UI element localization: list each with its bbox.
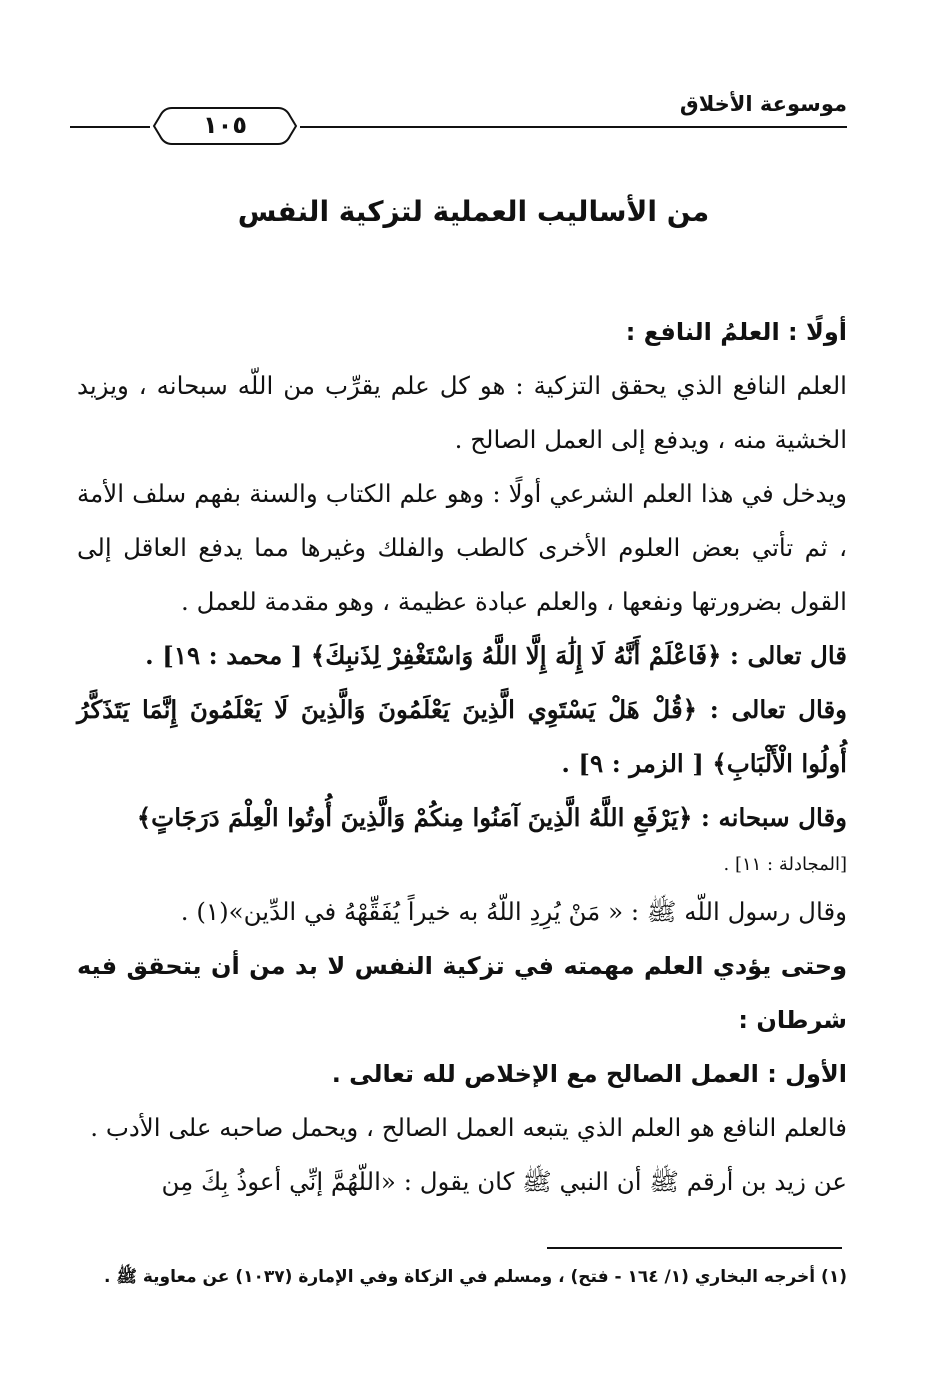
quran-citation: قال تعالى : ﴿فَاعْلَمْ أَنَّهُ لَا إِلَٰهَ إِلَّا اللَّهُ وَاسْتَغْفِرْ لِذَنبِكَ﴾ [ محمد : ١٩] . (145, 641, 847, 670)
page-number-ornament (150, 104, 300, 148)
surah-reference: [المجادلة : ١١] . (723, 854, 847, 875)
paragraph: عن زيد بن أرقم ﷺ أن النبي ﷺ كان يقول : «اللّهُمَّ إنِّي أعوذُ بِكَ مِن (161, 1167, 847, 1196)
book-title: موسوعة الأخلاق (679, 92, 847, 116)
condition-heading: الأول : العمل الصالح مع الإخلاص لله تعالى . (331, 1060, 847, 1088)
footnote: (١) أخرجه البخاري (١/ ١٦٤ - فتح) ، ومسلم في الزكاة وفي الإمارة (١٠٣٧) عن معاوية ﷺ . (104, 1267, 847, 1287)
page-number: ١٠٥ (203, 111, 247, 139)
chapter-title: من الأساليب العملية لتزكية النفس (237, 195, 710, 228)
page-header (70, 82, 847, 162)
body-text (77, 305, 847, 1209)
paragraph: فالعلم النافع هو العلم الذي يتبعه العمل الصالح ، ويحمل صاحبه على الأدب . (90, 1113, 847, 1142)
hadith-paragraph: وقال رسول اللّه ﷺ : « مَنْ يُرِدِ اللّهُ به خيراً يُفَقِّهْهُ في الدِّين»(١) . (180, 897, 847, 926)
quran-citation: وقال تعالى : ﴿قُلْ هَلْ يَسْتَوِي الَّذِينَ يَعْلَمُونَ وَالَّذِينَ لَا يَعْلَمُونَ إِنَّمَا يَتَذَكَّرُ أُولُوا الْأَلْبَابِ﴾ [ الزمر : ٩] . (77, 695, 847, 778)
paragraph: وحتى يؤدي العلم مهمته في تزكية النفس لا بد من أن يتحقق فيه شرطان : (77, 952, 847, 1034)
quran-citation: وقال سبحانه : ﴿يَرْفَعِ اللَّهُ الَّذِينَ آمَنُوا مِنكُمْ وَالَّذِينَ أُوتُوا الْعِلْمَ دَرَجَاتٍ﴾ (136, 803, 847, 832)
paragraph: العلم النافع الذي يحقق التزكية : هو كل علم يقرِّب من اللّه سبحانه ، ويزيد الخشية منه ، ويدفع إلى العمل الصالح . (77, 371, 847, 454)
footnote-rule (547, 1247, 842, 1249)
section-heading: أولًا : العلمُ النافع : (625, 318, 847, 346)
paragraph: ويدخل في هذا العلم الشرعي أولًا : وهو علم الكتاب والسنة بفهم سلف الأمة ، ثم تأتي بعض العلوم الأخرى كالطب والفلك وغيرها مما يدفع العاقل إلى القول بضرورتها ونفعها ، والعلم عبادة عظيمة ، وهو مقدمة للعمل . (77, 479, 847, 616)
